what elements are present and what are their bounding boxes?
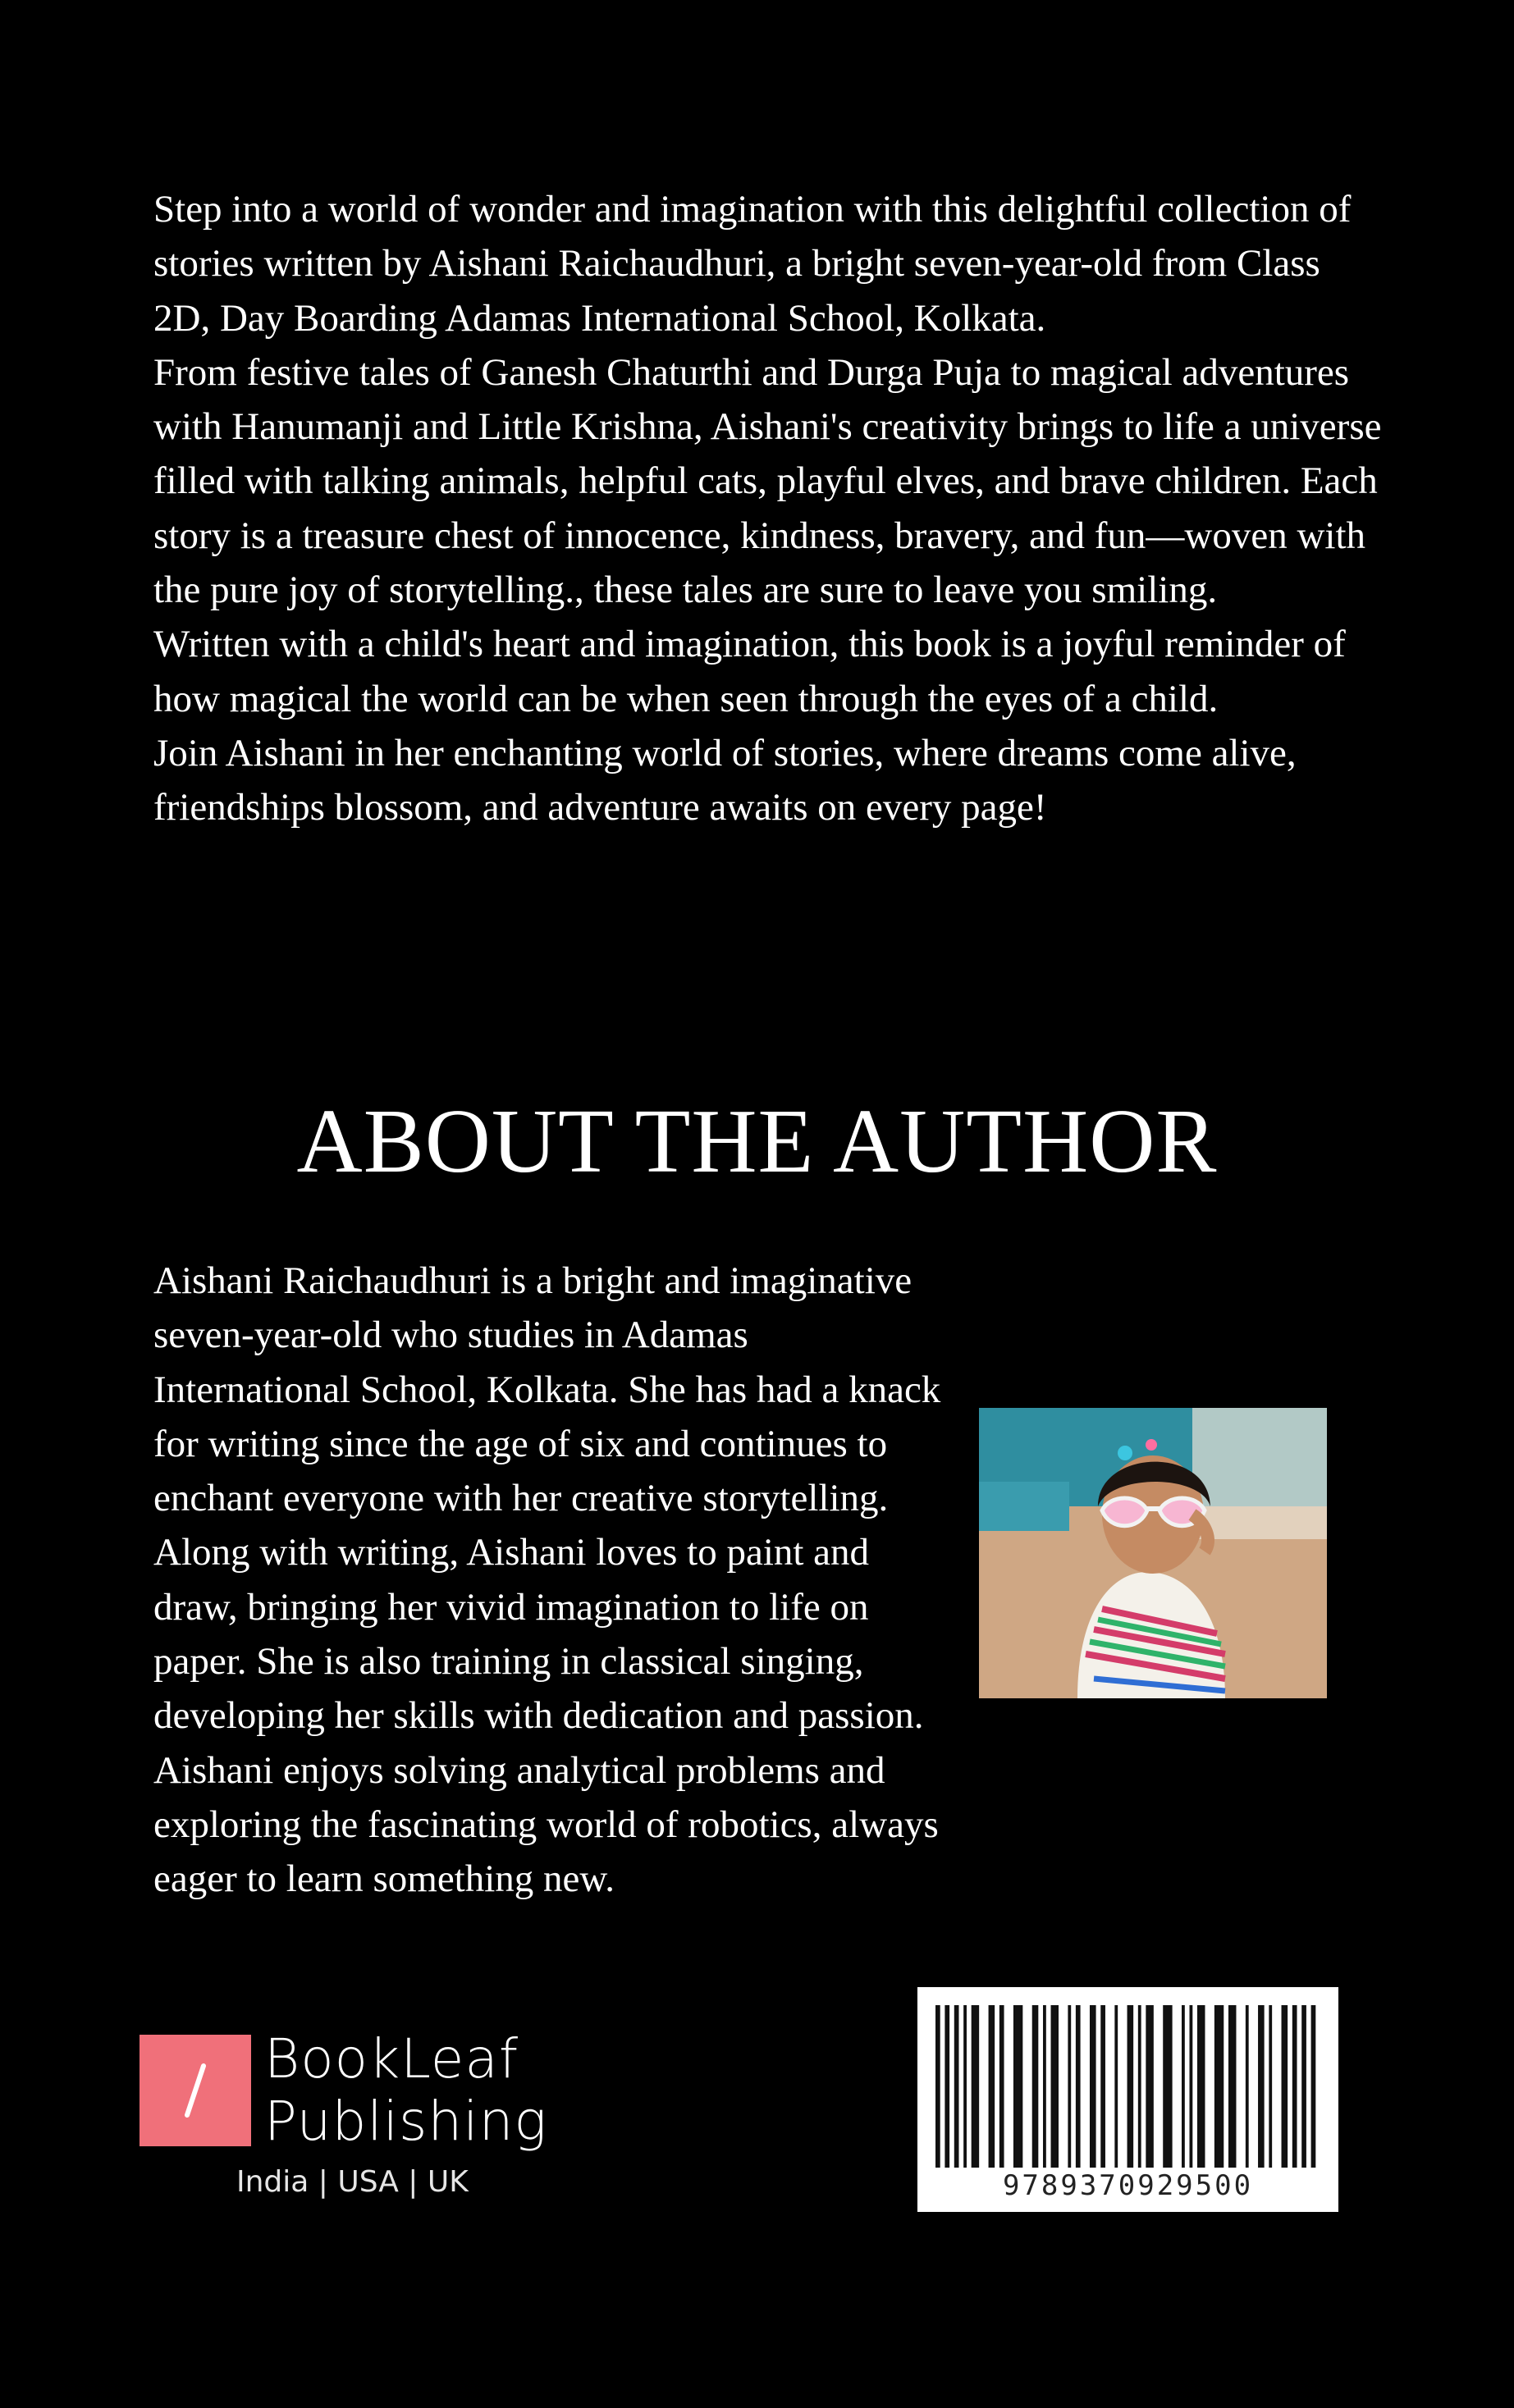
barcode-bar [1013,2005,1022,2168]
barcode-bar [1043,2005,1046,2168]
barcode-bar [1163,2005,1172,2168]
barcode-bar [1182,2005,1185,2168]
author-photo [979,1408,1327,1698]
barcode-bar [1258,2005,1265,2168]
barcode-bar [1127,2005,1134,2168]
barcode-bar [972,2005,979,2168]
barcode-bar [1246,2005,1249,2168]
isbn-barcode [917,1987,1338,2212]
barcode-bar [1190,2005,1193,2168]
bio-paragraph: Along with writing, Aishani loves to paint and draw, bringing her vivid imagination to life on paper. She is also training in classical singing, developing her skills with dedication and passion. Aishani enjoys solving analytical problems and exploring the fascinating world of robotics, always eager to learn something new. [153,1531,939,1901]
blurb-paragraph: Join Aishani in her enchanting world of stories, where dreams come alive, friendships blossom, and adventure awaits on every page! [153,731,1297,829]
barcode-bar [963,2005,967,2168]
barcode-bar [1138,2005,1141,2168]
barcode-bar [989,2005,995,2168]
barcode-bar [1228,2005,1236,2168]
publisher-regions: India | USA | UK [236,2165,469,2199]
barcode-bar [1292,2005,1297,2168]
barcode-bar [945,2005,949,2168]
publisher-name [264,2028,547,2153]
barcode-bar [1282,2005,1288,2168]
author-photo-illustration [979,1408,1327,1698]
barcode-bar [1090,2005,1096,2168]
barcode-bars [935,2005,1320,2168]
barcode-bar [1197,2005,1205,2168]
author-bio [153,1254,941,1907]
barcode-bar [1076,2005,1081,2168]
barcode-bar [1068,2005,1071,2168]
barcode-bar [954,2005,959,2168]
barcode-bar [1311,2005,1316,2168]
slash-logo-icon [140,2035,251,2146]
barcode-bar [1114,2005,1118,2168]
isbn-number: 9789370929500 [1002,2169,1254,2202]
barcode-bar [1100,2005,1105,2168]
barcode-bar [1301,2005,1306,2168]
blurb-paragraph: From festive tales of Ganesh Chaturthi and Durga Puja to magical adventures with Hanumanji and Little Krishna, Aishani's creativity brings to life a universe filled with talking animals, helpful cats, playful elves, and brave children. Each story is a treasure chest of innocence, kindness, bravery, and fun—woven with the pure joy of storytelling., these tales are sure to leave you smiling. [153,350,1382,612]
barcode-bar [1269,2005,1272,2168]
blurb-paragraph: Written with a child's heart and imagination, this book is a joyful reminder of how magical the world can be when seen through the eyes of a child. [153,623,1346,720]
bio-paragraph: Aishani Raichaudhuri is a bright and imaginative seven-year-old who studies in Adamas International School, Kolkata. She has had a knack for writing since the age of six and continues to enchant everyone with her creative storytelling. [153,1259,941,1520]
barcode-bar [935,2005,940,2168]
barcode-bar [1146,2005,1153,2168]
about-author-heading: ABOUT THE AUTHOR [296,1091,1218,1192]
barcode-bar [1051,2005,1059,2168]
publisher-name-line1: BookLeaf [264,2027,519,2090]
publisher-name-line2: Publishing [264,2090,548,2153]
barcode-bar [999,2005,1004,2168]
book-blurb [153,182,1384,835]
blurb-paragraph: Step into a world of wonder and imagination with this delightful collection of stories written by Aishani Raichaudhuri, a bright seven-year-old from Class 2D, Day Boarding Adamas International School, Kolkata. [153,188,1352,340]
publisher-logo [140,2027,566,2199]
barcode-bar [1214,2005,1224,2168]
barcode-bar [1032,2005,1039,2168]
